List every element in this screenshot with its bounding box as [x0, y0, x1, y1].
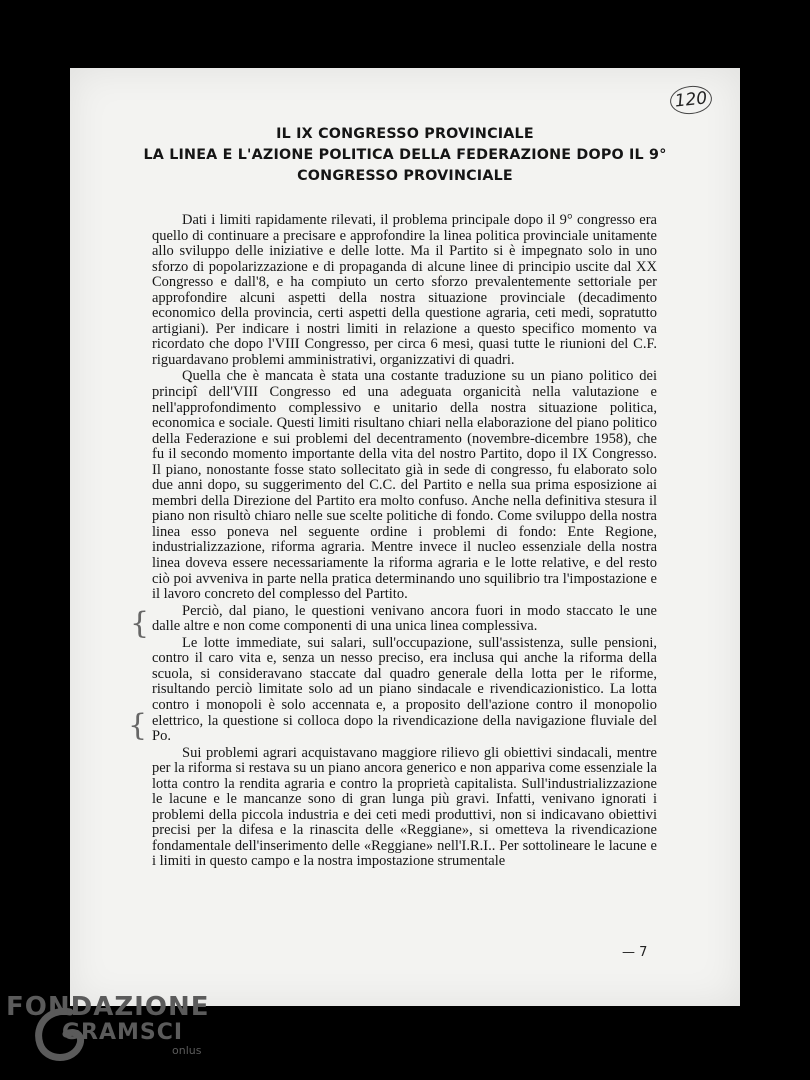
- title-line: LA LINEA E L'AZIONE POLITICA DELLA FEDERAZIONE DOPO IL 9°: [143, 147, 667, 163]
- paragraph: Quella che è mancata è stata una costante traduzione su un piano politico dei principî dell'VIII Congresso ed una adeguata organicità nella valutazione e nell'approfondimento complessivo e unitario della nostra situazione politica, economica e sociale. Questi limiti risultano chiari nella elaborazione del piano politico della Federazione e sui problemi del decentramento (novembre-dicembre 1958), che fu il secondo momento importante della vita del nostro Partito, dopo il IX Congresso. Il piano, nonostante fosse stato sollecitato già in sede di congresso, fu elaborato solo due anni dopo, su suggerimento del C.C. del Partito e nella sua prima esposizione ai membri della Direzione del Partito era molto confuso. Anche nella definitiva stesura il piano non risultò chiaro nelle sue scelte politiche di fondo. Come sviluppo della nostra linea esso poneva nel seguente ordine i problemi di fondo: Ente Regione, industrializzazione, riforma agraria. Mentre invece il nucleo essenziale della nostra linea doveva essere necessariamente la riforma agraria e le lotte relative, e del resto ciò poi avveniva in parte nella pratica determinando uno squilibrio tra l'impostazione e il lavoro concreto del complesso del Partito.: [152, 368, 657, 603]
- fondazione-gramsci-logo: [0, 990, 230, 1080]
- page-number: — 7: [622, 945, 648, 960]
- paragraph: Perciò, dal piano, le questioni venivano ancora fuori in modo staccato le une dalle altre e non come componenti di una unica linea complessiva.: [152, 602, 657, 635]
- logo-line-1: FONDAZIONE: [6, 992, 210, 1022]
- title-line: CONGRESSO PROVINCIALE: [297, 168, 513, 184]
- archive-page-stamp: 120: [669, 84, 714, 116]
- document-page: [70, 68, 740, 1006]
- logo-line-3: onlus: [172, 1044, 202, 1057]
- margin-bracket-mark: {: [130, 606, 150, 641]
- paragraph: Dati i limiti rapidamente rilevati, il problema principale dopo il 9° congresso era quello di continuare a precisare e approfondire la linea politica provinciale unitamente allo sviluppo delle iniziative e delle lotte. Ma il Partito si è impegnato solo in uno sforzo di popolarizzazione e di propaganda di alcune linee di principio uscite dal XX Congresso e dall'8, e ha compiuto un certo sforzo prevalentemente settoriale per approfondire alcuni aspetti della nostra situazione provinciale (decadimento economico della provincia, certi aspetti della questione agraria, ceti medi, sopratutto artigiani). Per indicare i nostri limiti in relazione a questo specifico momento va ricordato che dopo l'VIII Congresso, per circa 6 mesi, quasi tutte le riunioni del C.F. riguardavano problemi amministrativi, organizzativi di quadri.: [152, 212, 657, 368]
- document-body: [152, 213, 657, 871]
- paragraph: Sui problemi agrari acquistavano maggiore rilievo gli obiettivi sindacali, mentre per la riforma si restava su un piano ancora generico e non appariva come essenziale la lotta contro la rendita agraria e contro la proprietà capitalista. Sull'industrializzazione le lacune e le mancanze sono di gran lunga più gravi. Infatti, venivano ignorati i problemi della piccola industria e dei ceti medi produttivi, non si indicavano obiettivi precisi per la difesa e la rinascita delle «Reggiane», si ometteva la rivendicazione fondamentale dell'inserimento delle «Reggiane» nell'I.R.I.. Per sottolineare le lacune e i limiti in questo campo e la nostra impostazione strumentale: [152, 744, 657, 870]
- paragraph: Le lotte immediate, sui salari, sull'occupazione, sull'assistenza, sulle pensioni, contro il caro vita e, senza un nesso preciso, era inclusa qui anche la riforma della scuola, si consideravano staccate dal quadro generale della lotta per le riforme, risultando perciò limitate solo ad un piano sindacale e rivendicazionistico. La lotta contro i monopoli è solo accennata e, a proposito dell'azione contro il monopolio elettrico, la questione si colloca dopo la rivendicazione della navigazione fluviale del Po.: [152, 634, 657, 745]
- logo-line-2: GRAMSCI: [62, 1020, 184, 1045]
- document-title: [110, 124, 700, 187]
- margin-bracket-mark: {: [128, 708, 148, 743]
- title-line: IL IX CONGRESSO PROVINCIALE: [276, 126, 534, 142]
